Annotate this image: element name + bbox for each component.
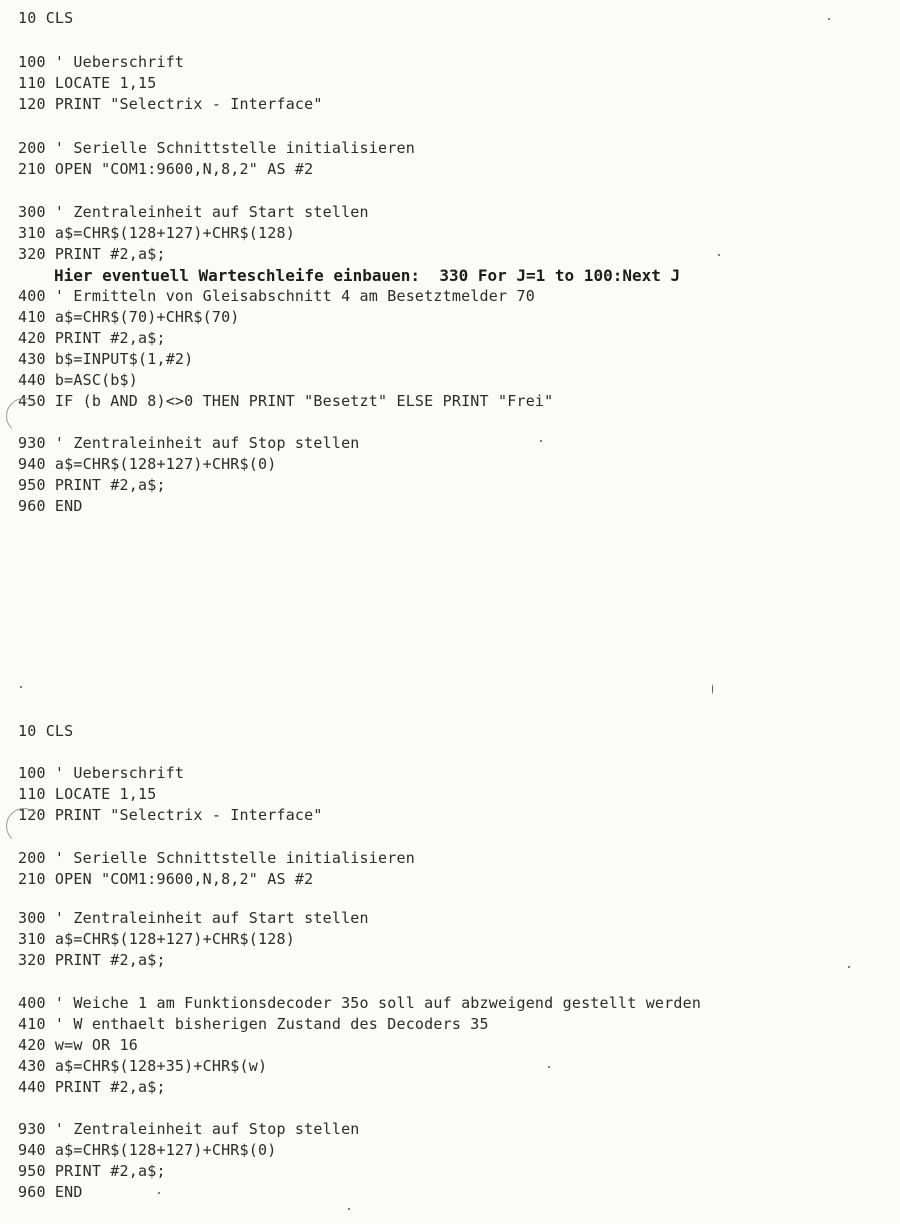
code-line: 120 PRINT "Selectrix - Interface" — [18, 806, 323, 824]
code-line: 100 ' Ueberschrift — [18, 764, 185, 782]
scan-speck — [548, 1066, 550, 1068]
handwritten-note: Hier eventuell Warteschleife einbauen: 330 For J=1 to 100:Next J — [54, 266, 681, 285]
punch-hole-mark — [6, 808, 42, 844]
code-line: 410 a$=CHR$(70)+CHR$(70) — [18, 308, 240, 326]
code-line: 420 PRINT #2,a$; — [18, 329, 166, 347]
code-line: 320 PRINT #2,a$; — [18, 951, 166, 969]
code-line: 110 LOCATE 1,15 — [18, 74, 157, 92]
code-line: 960 END — [18, 497, 83, 515]
punch-hole-mark — [6, 398, 42, 434]
code-line: 400 ' Weiche 1 am Funktionsdecoder 35o soll auf abzweigend gestellt werden — [18, 994, 702, 1012]
code-line: 400 ' Ermitteln von Gleisabschnitt 4 am Besetztmelder 70 — [18, 287, 535, 305]
code-line: 120 PRINT "Selectrix - Interface" — [18, 95, 323, 113]
scan-speck — [828, 18, 830, 20]
code-line: 320 PRINT #2,a$; — [18, 245, 166, 263]
code-line: 440 b=ASC(b$) — [18, 371, 138, 389]
code-line: 300 ' Zentraleinheit auf Start stellen — [18, 203, 369, 221]
code-line: 950 PRINT #2,a$; — [18, 1162, 166, 1180]
code-line: 960 END — [18, 1183, 83, 1201]
code-line: 940 a$=CHR$(128+127)+CHR$(0) — [18, 455, 277, 473]
scan-speck — [540, 440, 542, 442]
code-line: 310 a$=CHR$(128+127)+CHR$(128) — [18, 930, 295, 948]
code-line: 430 a$=CHR$(128+35)+CHR$(w) — [18, 1057, 268, 1075]
scan-speck — [848, 966, 850, 968]
scan-speck — [348, 1208, 350, 1210]
code-line: 210 OPEN "COM1:9600,N,8,2" AS #2 — [18, 160, 314, 178]
code-line: 440 PRINT #2,a$; — [18, 1078, 166, 1096]
code-line: 310 a$=CHR$(128+127)+CHR$(128) — [18, 224, 295, 242]
code-line: 100 ' Ueberschrift — [18, 53, 185, 71]
code-line: 10 CLS — [18, 722, 74, 740]
code-line: 210 OPEN "COM1:9600,N,8,2" AS #2 — [18, 870, 314, 888]
code-line: 930 ' Zentraleinheit auf Stop stellen — [18, 1120, 360, 1138]
code-line: 300 ' Zentraleinheit auf Start stellen — [18, 909, 369, 927]
scan-speck — [158, 1192, 160, 1194]
code-line: 200 ' Serielle Schnittstelle initialisieren — [18, 139, 415, 157]
code-line: 940 a$=CHR$(128+127)+CHR$(0) — [18, 1141, 277, 1159]
code-line: 430 b$=INPUT$(1,#2) — [18, 350, 194, 368]
scan-speck — [20, 686, 22, 688]
code-line: 110 LOCATE 1,15 — [18, 785, 157, 803]
code-line: 930 ' Zentraleinheit auf Stop stellen — [18, 434, 360, 452]
code-line: 450 IF (b AND 8)<>0 THEN PRINT "Besetzt" ELSE PRINT "Frei" — [18, 392, 554, 410]
code-line: 10 CLS — [18, 9, 74, 27]
scan-speck — [712, 684, 713, 694]
code-line: 200 ' Serielle Schnittstelle initialisieren — [18, 849, 415, 867]
code-line: 950 PRINT #2,a$; — [18, 476, 166, 494]
scan-speck — [718, 254, 720, 256]
code-line: 420 w=w OR 16 — [18, 1036, 138, 1054]
code-line: 410 ' W enthaelt bisherigen Zustand des Decoders 35 — [18, 1015, 489, 1033]
